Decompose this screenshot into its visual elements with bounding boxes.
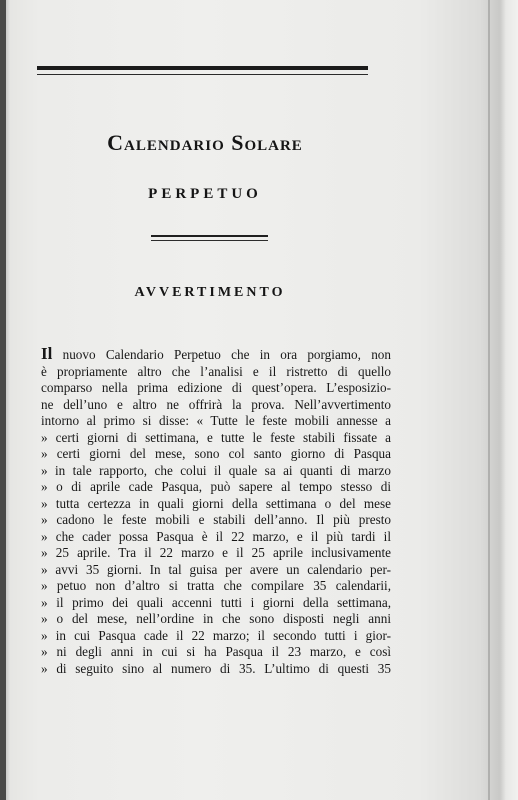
section-heading: AVVERTIMENTO (134, 285, 286, 300)
text-line: » in tale rapporto, che colui il quale sa ai quanti di marzo (41, 462, 391, 478)
ornament-rule-bottom (151, 240, 268, 241)
text-line: » certi giorni di settimana, e tutte le feste stabili fissate a (41, 429, 391, 445)
text-line: ne dell’uno e altro ne offrirà la prova. Nell’avvertimento (41, 396, 391, 412)
page-subtitle: PERPETUO (148, 186, 262, 202)
text-line: » il primo dei quali accenni tutti i giorni della settimana, (41, 594, 391, 610)
text-line: » certi giorni del mese, sono col santo giorno di Pasqua (41, 446, 391, 461)
binding-shadow (0, 0, 6, 800)
header-rule-thick (37, 66, 368, 70)
text-line: » ni degli anni in cui si ha Pasqua il 23 marzo, e così (41, 644, 391, 659)
text-line: » o del mese, nell’ordine in che sono disposti negli anni (41, 611, 391, 626)
text-line: » cadono le feste mobili e stabili dell’anno. Il più presto (41, 512, 391, 527)
text-line (41, 346, 391, 364)
text-line: è propriamente altro che l’analisi e il ristretto di quello (41, 363, 391, 379)
body-text (41, 346, 391, 677)
text-line: » o di aprile cade Pasqua, può sapere al tempo stesso di (41, 479, 391, 494)
text-line: » in cui Pasqua cade il 22 marzo; il secondo tutti i gior- (41, 627, 391, 643)
text-line: » avvi 35 giorni. In tal guisa per avere un calendario per- (41, 561, 391, 577)
text-line: » petuo non d’altro si tratta che compilare 35 calendarii, (41, 578, 391, 593)
text-line: intorno al primo si disse: « Tutte le feste mobili annesse a (41, 413, 391, 428)
drop-cap: Il (41, 346, 53, 363)
text-line-content: nuovo Calendario Perpetuo che in ora porgiamo, non (52, 347, 391, 362)
text-line: » di seguito sino al numero di 35. L’ultimo di questi 35 (41, 660, 391, 676)
page-title: Calendario Solare (107, 130, 303, 155)
text-line: » che cader possa Pasqua è il 22 marzo, e il più tardi il (41, 528, 391, 544)
header-rule-thin (37, 74, 368, 75)
page-edge (488, 0, 490, 800)
text-line: » tutta certezza in quali giorni della settimana o del mese (41, 495, 391, 511)
text-line: » 25 aprile. Tra il 22 marzo e il 25 aprile inclusivamente (41, 545, 391, 560)
text-line: comparso nella prima edizione di quest’opera. L’esposizio- (41, 380, 391, 395)
ornament-rule-top (151, 235, 268, 237)
